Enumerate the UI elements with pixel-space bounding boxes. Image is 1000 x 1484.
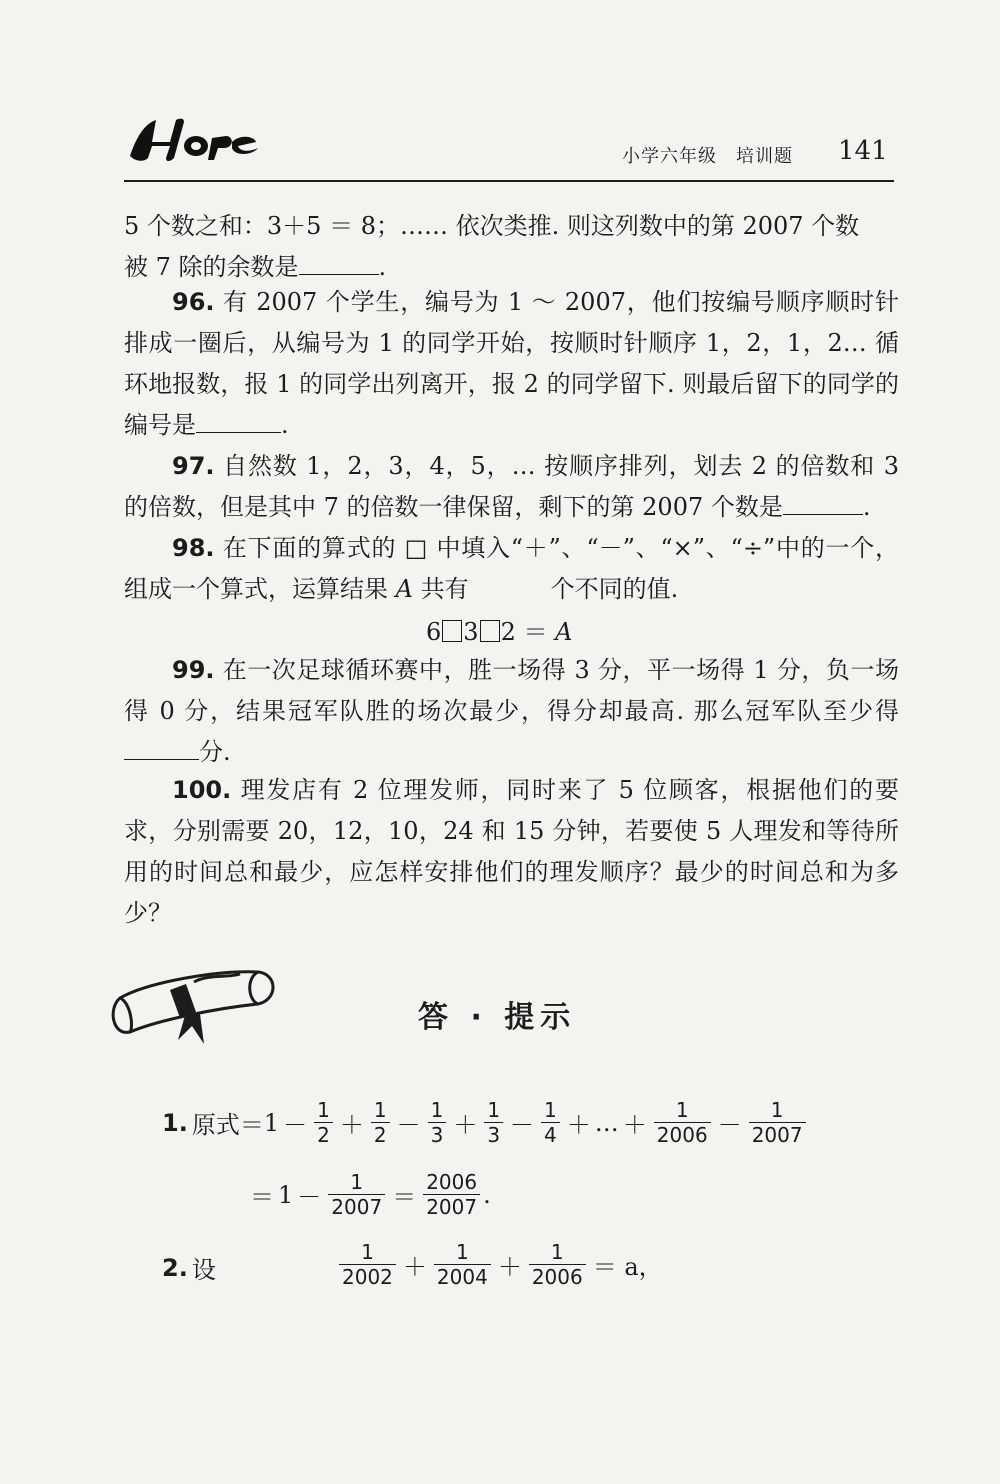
problem-95-continuation [124,206,899,288]
problem-99 [124,650,899,773]
ellipsis: … [594,1108,619,1137]
numerator: 1 [430,1098,444,1122]
answer-number: 1. [162,1108,188,1137]
operator: ＋ [566,1111,591,1139]
operator: ＋ [497,1253,522,1281]
fraction [314,1098,333,1147]
operator-box [442,620,462,642]
header-divider [124,180,894,182]
numerator: 1 [361,1240,374,1264]
denominator: 2004 [434,1264,491,1289]
eq-2: 2 ＝ [500,618,556,646]
fraction [484,1098,503,1147]
answer-blank [196,410,281,433]
fraction [339,1240,396,1289]
denominator: 2 [314,1122,333,1147]
problem-number: 100. [172,776,232,804]
fraction [654,1098,711,1147]
answer-number: 2. [162,1253,188,1282]
numerator: 1 [675,1098,689,1122]
period: . [483,1180,491,1209]
fraction [423,1170,480,1219]
answer-2-equation [336,1240,667,1289]
answers-title: 答 · 提示 [418,1000,577,1035]
problem-text: 自然数 1，2，3，4，5，… 按顺序排列，划去 2 的倍数和 3 的倍数，但是其中 7 的倍数一律保留，剩下的第 2007 个数是 [124,452,899,521]
p95-line2: 被 7 除的余数是 [124,253,299,281]
operator: － [717,1111,742,1139]
problem-text-2: 分. [199,738,231,766]
term: 1 [278,1180,294,1209]
denominator: 2006 [529,1264,586,1289]
numerator: 1 [770,1098,784,1122]
eq-var-a: A [555,618,573,646]
eq-6: 6 [426,618,442,646]
problem-period: . [862,493,871,521]
answer-blank [783,492,863,515]
fraction [428,1098,447,1147]
operator-box [480,620,500,642]
denominator: 3 [484,1122,503,1147]
problem-text: 有 2007 个学生，编号为 1 ～ 2007，他们按编号顺序顺时针排成一圈后，从编号为 1 的同学开始，按顺时针顺序 1，2，1，2… 循环地报数，报 1 的同学出列离开，报 2 的同学留下. 则最后留下的同学的编号是 [124,288,899,439]
denominator: 2007 [423,1194,480,1219]
numerator: 1 [350,1170,364,1194]
problem-97 [124,446,899,528]
operator: ＋ [402,1253,427,1281]
p95-line1: 5 个数之和：3＋5 ＝ 8；…… 依次类推. 则这列数中的第 2007 个数 [124,212,860,240]
eq-3: 3 [463,618,479,646]
problem-96 [124,282,899,446]
problem-text-3: 个不同的值. [550,575,679,603]
problem-text: 在一次足球循环赛中，胜一场得 3 分，平一场得 1 分，负一场得 0 分，结果冠军队胜的场次最少，得分却最高. 那么冠军队至少得 [124,656,899,725]
denominator: 2006 [654,1122,711,1147]
fraction [328,1170,385,1219]
answer-2-label [162,1250,216,1285]
denominator: 4 [541,1122,560,1147]
denominator: 2007 [749,1122,806,1147]
fraction [541,1098,560,1147]
numerator: 1 [373,1098,387,1122]
operator: － [510,1111,535,1139]
numerator: 2006 [426,1170,478,1194]
header-subtitle: 小学六年级 培训题 [622,146,793,167]
problem-100 [124,770,899,934]
problem-text: 在下面的算式的 □ 中填入“＋”、“－”、“×”、“÷”中的一个，组成一个算式，运算结果 [124,534,899,603]
denominator: 2002 [339,1264,396,1289]
fraction [529,1240,586,1289]
operator: ＋ [453,1111,478,1139]
problem-text-2: 共有 [412,575,469,603]
problem-number: 99. [172,656,215,684]
operator: － [283,1111,308,1139]
problem-98-equation [426,612,572,647]
term: 1 [263,1108,280,1137]
variable-a: A [395,575,413,603]
answer-blank [299,252,379,275]
fraction [434,1240,491,1289]
problem-number: 96. [172,288,215,316]
numerator: 1 [317,1098,330,1122]
denominator: 2007 [328,1194,385,1219]
denominator: 3 [428,1122,447,1147]
operator: ＋ [339,1111,364,1139]
fraction [749,1098,806,1147]
answer-text: 设 [191,1256,216,1284]
problem-98 [124,528,899,610]
numerator: 1 [455,1240,469,1264]
p95-period: . [378,253,387,281]
scroll-illustration [108,960,278,1050]
problem-text: 理发店有 2 位理发师，同时来了 5 位顾客，根据他们的要求，分别需要 20，12，10，24 和 15 分钟，若要使 5 人理发和等待所用的时间总和最少，应怎样安排他们的理发顺序？最少的时间总和为多少？ [124,776,899,927]
operator: ＋ [622,1111,647,1139]
answer-blank [124,737,199,760]
numerator: 1 [487,1098,501,1122]
operator: － [297,1183,322,1211]
denominator: 2 [371,1122,390,1147]
numerator: 1 [550,1240,564,1264]
answer-1-line1 [162,1098,809,1147]
operator: ＝ [392,1183,417,1211]
problem-number: 98. [172,534,215,562]
answer-text: 原式＝ [191,1111,264,1139]
operator: ＝ [250,1183,274,1211]
page-number: 141 [838,136,888,166]
operator: － [396,1111,421,1139]
problem-period: . [281,411,289,439]
numerator: 1 [544,1098,557,1122]
answer-1-line2 [246,1170,491,1219]
fraction [371,1098,390,1147]
equation-tail: ＝ a， [592,1253,663,1281]
problem-number: 97. [172,452,215,480]
hope-logo [122,112,262,168]
